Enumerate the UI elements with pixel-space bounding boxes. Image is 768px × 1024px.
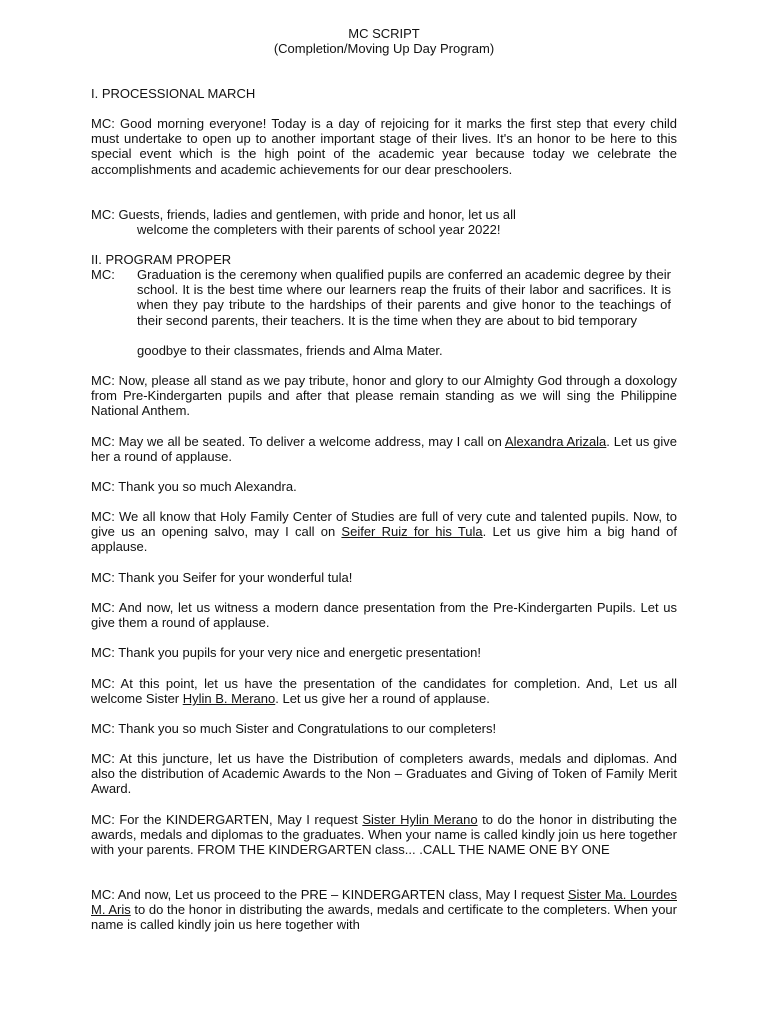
sister-name-prekinder: Sister Ma. Lourdes M. Aris: [91, 887, 677, 918]
paragraph-stand-anthem: MC: Now, please all stand as we pay tribute, honor and glory to our Almighty God through a doxology from Pre-Kindergarten pupils and after that please remain standing as we will sing the Philippine National Anthem.: [91, 373, 677, 419]
paragraph-pre-kindergarten: MC: And now, Let us proceed to the PRE – KINDERGARTEN class, May I request Sister Ma. Lourdes M. Aris to do the honor in distributing the awards, medals and certificate to the completers. When your name is called kindly join us here together with: [91, 887, 677, 933]
paragraph-thank-seifer: MC: Thank you Seifer for your wonderful tula!: [91, 570, 353, 585]
document-title: MC SCRIPT: [348, 26, 420, 41]
section-heading-processional: I. PROCESSIONAL MARCH: [91, 86, 256, 101]
paragraph-graduation-label: MC:: [91, 267, 115, 282]
paragraph-welcome-address: MC: May we all be seated. To deliver a welcome address, may I call on Alexandra Arizala. Let us give her a round of applause.: [91, 434, 677, 465]
paragraph-kindergarten: MC: For the KINDERGARTEN, May I request Sister Hylin Merano to do the honor in distributing the awards, medals and diplomas to the graduates. When your name is called kindly join us here together with your parents. FROM THE KINDERGARTEN class... .CALL THE NAME ONE BY ONE: [91, 812, 677, 858]
paragraph-dance: MC: And now, let us witness a modern dance presentation from the Pre-Kindergarten Pupils. Let us give them a round of applause.: [91, 600, 677, 631]
paragraph-distribution: MC: At this juncture, let us have the Distribution of completers awards, medals and diplomas. And also the distribution of Academic Awards to the Non – Graduates and Giving of Token of Family Merit Award.: [91, 751, 677, 797]
paragraph-thank-alexandra: MC: Thank you so much Alexandra.: [91, 479, 297, 494]
speaker-name: Alexandra Arizala: [504, 434, 607, 449]
performer-name: Seifer Ruiz for his Tula: [341, 524, 483, 540]
paragraph-guests-line1: MC: Guests, friends, ladies and gentlemen, with pride and honor, let us all: [91, 207, 516, 222]
section-heading-program-proper: II. PROGRAM PROPER: [91, 252, 232, 267]
paragraph-graduation: Graduation is the ceremony when qualified pupils are conferred an academic degree by their school. It is the best time where our learners reap the fruits of their labor and sacrifices. It is when they pay tribute to the hardships of their parents and give honor to the teachings of their second parents, their teachers. It is the time when they are about to bid temporary: [137, 267, 671, 328]
sister-name: Hylin B. Merano: [182, 691, 276, 707]
paragraph-candidates: MC: At this point, let us have the presentation of the candidates for completion. And, Let us all welcome Sister Hylin B. Merano. Let us give her a round of applause.: [91, 676, 677, 707]
paragraph-thank-pupils: MC: Thank you pupils for your very nice and energetic presentation!: [91, 645, 481, 660]
paragraph-thank-sister: MC: Thank you so much Sister and Congratulations to our completers!: [91, 721, 497, 736]
paragraph-graduation-end: goodbye to their classmates, friends and Alma Mater.: [137, 343, 443, 358]
sister-name-kinder: Sister Hylin Merano: [362, 812, 478, 827]
paragraph-opening-salvo: MC: We all know that Holy Family Center of Studies are full of very cute and talented pupils. Now, to give us an opening salvo, may I call on Seifer Ruiz for his Tula. Let us give him a big hand of applause.: [91, 509, 677, 555]
document-subtitle: (Completion/Moving Up Day Program): [273, 41, 495, 56]
paragraph-guests-line2: welcome the completers with their parents of school year 2022!: [137, 222, 501, 237]
paragraph-welcome: MC: Good morning everyone! Today is a day of rejoicing for it marks the first step that every child must undertake to open up to another important stage of their lives. It's an honor to be here to this special event which is the high point of the academic year because today we celebrate the accomplishments and academic achievements for our dear preschoolers.: [91, 116, 677, 177]
